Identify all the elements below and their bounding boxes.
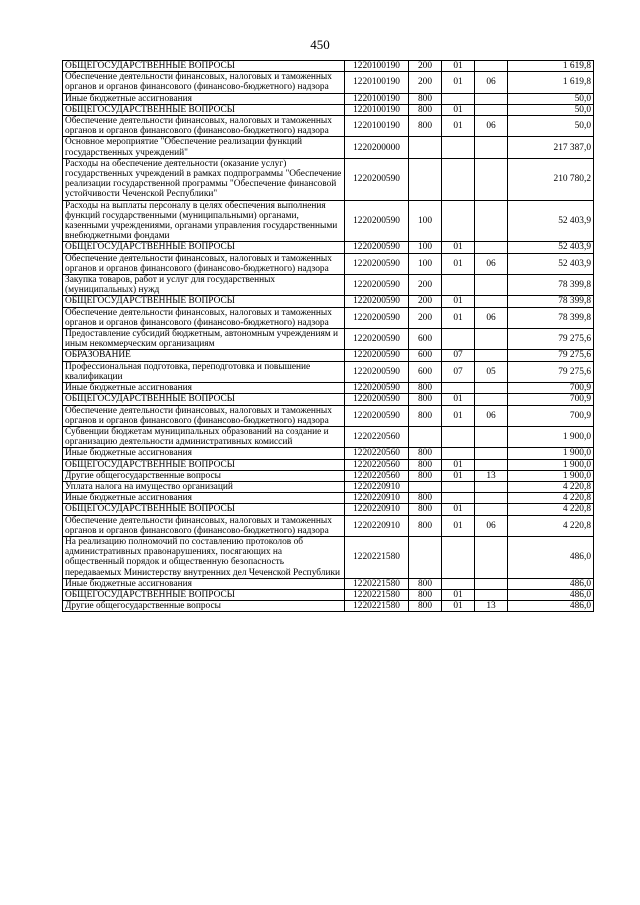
table-row [63,426,594,447]
row-name-cell: ОБРАЗОВАНИЕ [63,350,345,361]
row-pr-cell [475,158,508,200]
row-code-cell: 1220200590 [345,361,409,382]
row-name-cell: ОБЩЕГОСУДАРСТВЕННЫЕ ВОПРОСЫ [63,61,345,72]
row-pr-cell [475,296,508,307]
row-vr-cell: 800 [409,504,442,515]
row-rz-cell: 01 [442,470,475,481]
row-rz-cell: 01 [442,589,475,600]
row-pr-cell [475,448,508,459]
row-code-cell: 1220220560 [345,459,409,470]
row-amount-cell: 50,0 [508,104,594,115]
row-amount-cell: 4 220,8 [508,504,594,515]
row-name-cell: Расходы на выплаты персоналу в целях обеспечения выполнения функций государственными (муниципальными) органами, казенными учреждениями, органами управления государственными внебюджетными фондами [63,200,345,242]
row-pr-cell [475,536,508,578]
row-vr-cell: 800 [409,493,442,504]
row-code-cell: 1220220560 [345,448,409,459]
row-name-cell: ОБЩЕГОСУДАРСТВЕННЫЕ ВОПРОСЫ [63,242,345,253]
row-vr-cell: 800 [409,93,442,104]
table-row [63,275,594,296]
row-code-cell: 1220221580 [345,536,409,578]
row-vr-cell: 100 [409,242,442,253]
row-vr-cell: 800 [409,405,442,426]
row-rz-cell [442,200,475,242]
row-code-cell: 1220100190 [345,104,409,115]
row-amount-cell: 4 220,8 [508,481,594,492]
row-amount-cell: 78 399,8 [508,296,594,307]
row-code-cell: 1220200590 [345,296,409,307]
row-pr-cell [475,329,508,350]
row-name-cell: Иные бюджетные ассигнования [63,578,345,589]
row-name-cell: Другие общегосударственные вопросы [63,601,345,612]
row-vr-cell: 800 [409,383,442,394]
table-row [63,515,594,536]
row-rz-cell: 07 [442,350,475,361]
row-rz-cell: 01 [442,296,475,307]
row-code-cell: 1220220910 [345,515,409,536]
row-rz-cell [442,481,475,492]
table-row [63,242,594,253]
row-vr-cell: 800 [409,515,442,536]
row-vr-cell: 200 [409,275,442,296]
row-code-cell: 1220200000 [345,137,409,158]
row-rz-cell: 01 [442,242,475,253]
row-amount-cell: 79 275,6 [508,361,594,382]
row-vr-cell [409,536,442,578]
row-rz-cell [442,158,475,200]
row-pr-cell: 06 [475,307,508,328]
row-pr-cell [475,589,508,600]
row-amount-cell: 1 900,0 [508,448,594,459]
row-code-cell: 1220100190 [345,61,409,72]
row-pr-cell [475,426,508,447]
row-pr-cell [475,200,508,242]
table-row [63,394,594,405]
row-amount-cell: 52 403,9 [508,242,594,253]
table-row [63,296,594,307]
row-pr-cell [475,61,508,72]
row-pr-cell [475,104,508,115]
table-row [63,104,594,115]
row-name-cell: Закупка товаров, работ и услуг для государственных (муниципальных) нужд [63,275,345,296]
row-name-cell: Обеспечение деятельности финансовых, налоговых и таможенных органов и органов финансового (финансово-бюджетного) надзора [63,116,345,137]
row-vr-cell: 200 [409,307,442,328]
row-amount-cell: 4 220,8 [508,493,594,504]
table-row [63,493,594,504]
row-amount-cell: 79 275,6 [508,329,594,350]
row-vr-cell: 800 [409,459,442,470]
row-vr-cell: 800 [409,578,442,589]
row-pr-cell [475,137,508,158]
table-row [63,72,594,93]
row-name-cell: Иные бюджетные ассигнования [63,93,345,104]
row-amount-cell: 486,0 [508,601,594,612]
row-rz-cell [442,275,475,296]
row-code-cell: 1220200590 [345,158,409,200]
row-code-cell: 1220220910 [345,493,409,504]
row-rz-cell: 01 [442,515,475,536]
table-row [63,158,594,200]
row-vr-cell [409,137,442,158]
row-code-cell: 1220221580 [345,589,409,600]
row-amount-cell: 486,0 [508,578,594,589]
row-name-cell: Иные бюджетные ассигнования [63,448,345,459]
table-row [63,253,594,274]
row-vr-cell [409,158,442,200]
row-vr-cell [409,481,442,492]
row-amount-cell: 1 619,8 [508,72,594,93]
row-code-cell: 1220200590 [345,307,409,328]
row-code-cell: 1220200590 [345,383,409,394]
row-code-cell: 1220100190 [345,116,409,137]
row-pr-cell [475,350,508,361]
row-vr-cell: 200 [409,72,442,93]
row-rz-cell [442,493,475,504]
row-name-cell: Обеспечение деятельности финансовых, налоговых и таможенных органов и органов финансового (финансово-бюджетного) надзора [63,253,345,274]
row-code-cell: 1220220560 [345,426,409,447]
row-amount-cell: 1 900,0 [508,459,594,470]
row-pr-cell [475,493,508,504]
table-row [63,481,594,492]
row-name-cell: ОБЩЕГОСУДАРСТВЕННЫЕ ВОПРОСЫ [63,589,345,600]
row-vr-cell [409,426,442,447]
row-name-cell: ОБЩЕГОСУДАРСТВЕННЫЕ ВОПРОСЫ [63,394,345,405]
row-pr-cell: 06 [475,405,508,426]
row-amount-cell: 486,0 [508,536,594,578]
table-row [63,61,594,72]
row-rz-cell: 01 [442,504,475,515]
row-name-cell: Субвенции бюджетам муниципальных образований на создание и организацию деятельности административных комиссий [63,426,345,447]
table-row [63,361,594,382]
page-number: 450 [310,37,330,52]
row-code-cell: 1220200590 [345,275,409,296]
row-vr-cell: 100 [409,253,442,274]
row-pr-cell [475,93,508,104]
row-name-cell: ОБЩЕГОСУДАРСТВЕННЫЕ ВОПРОСЫ [63,296,345,307]
row-pr-cell [475,504,508,515]
row-pr-cell [475,275,508,296]
row-amount-cell: 52 403,9 [508,200,594,242]
table-row [63,470,594,481]
row-rz-cell: 01 [442,104,475,115]
row-amount-cell: 700,9 [508,405,594,426]
row-amount-cell: 50,0 [508,93,594,104]
table-row [63,536,594,578]
row-name-cell: ОБЩЕГОСУДАРСТВЕННЫЕ ВОПРОСЫ [63,504,345,515]
table-row [63,137,594,158]
row-amount-cell: 700,9 [508,394,594,405]
row-name-cell: Уплата налога на имущество организаций [63,481,345,492]
row-name-cell: Обеспечение деятельности финансовых, налоговых и таможенных органов и органов финансового (финансово-бюджетного) надзора [63,515,345,536]
row-code-cell: 1220221580 [345,578,409,589]
row-rz-cell: 01 [442,61,475,72]
row-pr-cell: 06 [475,515,508,536]
row-name-cell: Иные бюджетные ассигнования [63,383,345,394]
row-amount-cell: 79 275,6 [508,350,594,361]
row-vr-cell: 200 [409,61,442,72]
row-amount-cell: 52 403,9 [508,253,594,274]
row-pr-cell [475,459,508,470]
row-pr-cell: 06 [475,116,508,137]
table-row [63,504,594,515]
row-name-cell: Профессиональная подготовка, переподготовка и повышение квалификации [63,361,345,382]
row-code-cell: 1220220560 [345,470,409,481]
table-row [63,200,594,242]
row-pr-cell [475,383,508,394]
row-rz-cell [442,578,475,589]
row-name-cell: Обеспечение деятельности финансовых, налоговых и таможенных органов и органов финансового (финансово-бюджетного) надзора [63,405,345,426]
row-amount-cell: 210 780,2 [508,158,594,200]
row-vr-cell: 600 [409,361,442,382]
row-rz-cell: 01 [442,307,475,328]
table-row [63,448,594,459]
row-code-cell: 1220200590 [345,242,409,253]
row-rz-cell: 01 [442,253,475,274]
row-vr-cell: 200 [409,296,442,307]
row-rz-cell [442,383,475,394]
row-name-cell: Расходы на обеспечение деятельности (оказание услуг) государственных учреждений в рамках подпрограммы "Обеспечение реализации государственной программы "Обеспечение финансовой устойчивости Чеченской Республики" [63,158,345,200]
row-rz-cell: 01 [442,459,475,470]
row-code-cell: 1220100190 [345,93,409,104]
row-code-cell: 1220200590 [345,405,409,426]
table-row [63,116,594,137]
row-vr-cell: 800 [409,394,442,405]
table-row [63,329,594,350]
budget-table [62,60,594,612]
row-rz-cell: 01 [442,116,475,137]
row-amount-cell: 4 220,8 [508,515,594,536]
row-code-cell: 1220200590 [345,394,409,405]
row-amount-cell: 1 900,0 [508,426,594,447]
row-pr-cell: 05 [475,361,508,382]
table-row [63,578,594,589]
row-code-cell: 1220200590 [345,329,409,350]
row-name-cell: Другие общегосударственные вопросы [63,470,345,481]
row-code-cell: 1220220910 [345,481,409,492]
row-vr-cell: 100 [409,200,442,242]
row-rz-cell: 07 [442,361,475,382]
row-vr-cell: 800 [409,589,442,600]
row-name-cell: Предоставление субсидий бюджетным, автономным учреждениям и иным некоммерческим организациям [63,329,345,350]
row-pr-cell [475,481,508,492]
row-amount-cell: 700,9 [508,383,594,394]
row-pr-cell [475,242,508,253]
row-amount-cell: 50,0 [508,116,594,137]
table-row [63,383,594,394]
row-code-cell: 1220200590 [345,350,409,361]
table-row [63,589,594,600]
row-rz-cell: 01 [442,601,475,612]
row-code-cell: 1220220910 [345,504,409,515]
row-rz-cell: 01 [442,405,475,426]
row-code-cell: 1220100190 [345,72,409,93]
row-name-cell: На реализацию полномочий по составлению протоколов об административных правонарушениях, посягающих на общественный порядок и общественную безопасность передаваемых Министерству внутренних дел Чеченской Республики [63,536,345,578]
row-vr-cell: 800 [409,601,442,612]
table-row [63,307,594,328]
table-row [63,93,594,104]
row-pr-cell: 06 [475,72,508,93]
row-code-cell: 1220221580 [345,601,409,612]
row-rz-cell [442,536,475,578]
row-rz-cell: 01 [442,72,475,93]
row-amount-cell: 78 399,8 [508,275,594,296]
table-row [63,601,594,612]
row-name-cell: ОБЩЕГОСУДАРСТВЕННЫЕ ВОПРОСЫ [63,459,345,470]
row-pr-cell: 13 [475,470,508,481]
row-vr-cell: 800 [409,448,442,459]
row-vr-cell: 800 [409,470,442,481]
row-pr-cell: 13 [475,601,508,612]
row-name-cell: ОБЩЕГОСУДАРСТВЕННЫЕ ВОПРОСЫ [63,104,345,115]
row-amount-cell: 1 619,8 [508,61,594,72]
row-rz-cell [442,137,475,158]
row-code-cell: 1220200590 [345,253,409,274]
row-amount-cell: 1 900,0 [508,470,594,481]
row-rz-cell [442,448,475,459]
row-name-cell: Обеспечение деятельности финансовых, налоговых и таможенных органов и органов финансового (финансово-бюджетного) надзора [63,72,345,93]
row-name-cell: Обеспечение деятельности финансовых, налоговых и таможенных органов и органов финансового (финансово-бюджетного) надзора [63,307,345,328]
row-vr-cell: 600 [409,350,442,361]
row-amount-cell: 78 399,8 [508,307,594,328]
table-row [63,405,594,426]
row-name-cell: Основное мероприятие "Обеспечение реализации функций государственных учреждений" [63,137,345,158]
row-amount-cell: 486,0 [508,589,594,600]
row-pr-cell [475,578,508,589]
row-rz-cell: 01 [442,394,475,405]
row-name-cell: Иные бюджетные ассигнования [63,493,345,504]
row-vr-cell: 800 [409,104,442,115]
row-pr-cell [475,394,508,405]
table-row [63,459,594,470]
row-rz-cell [442,426,475,447]
row-pr-cell: 06 [475,253,508,274]
row-vr-cell: 800 [409,116,442,137]
row-vr-cell: 600 [409,329,442,350]
table-row [63,350,594,361]
row-code-cell: 1220200590 [345,200,409,242]
row-rz-cell [442,93,475,104]
row-amount-cell: 217 387,0 [508,137,594,158]
row-rz-cell [442,329,475,350]
